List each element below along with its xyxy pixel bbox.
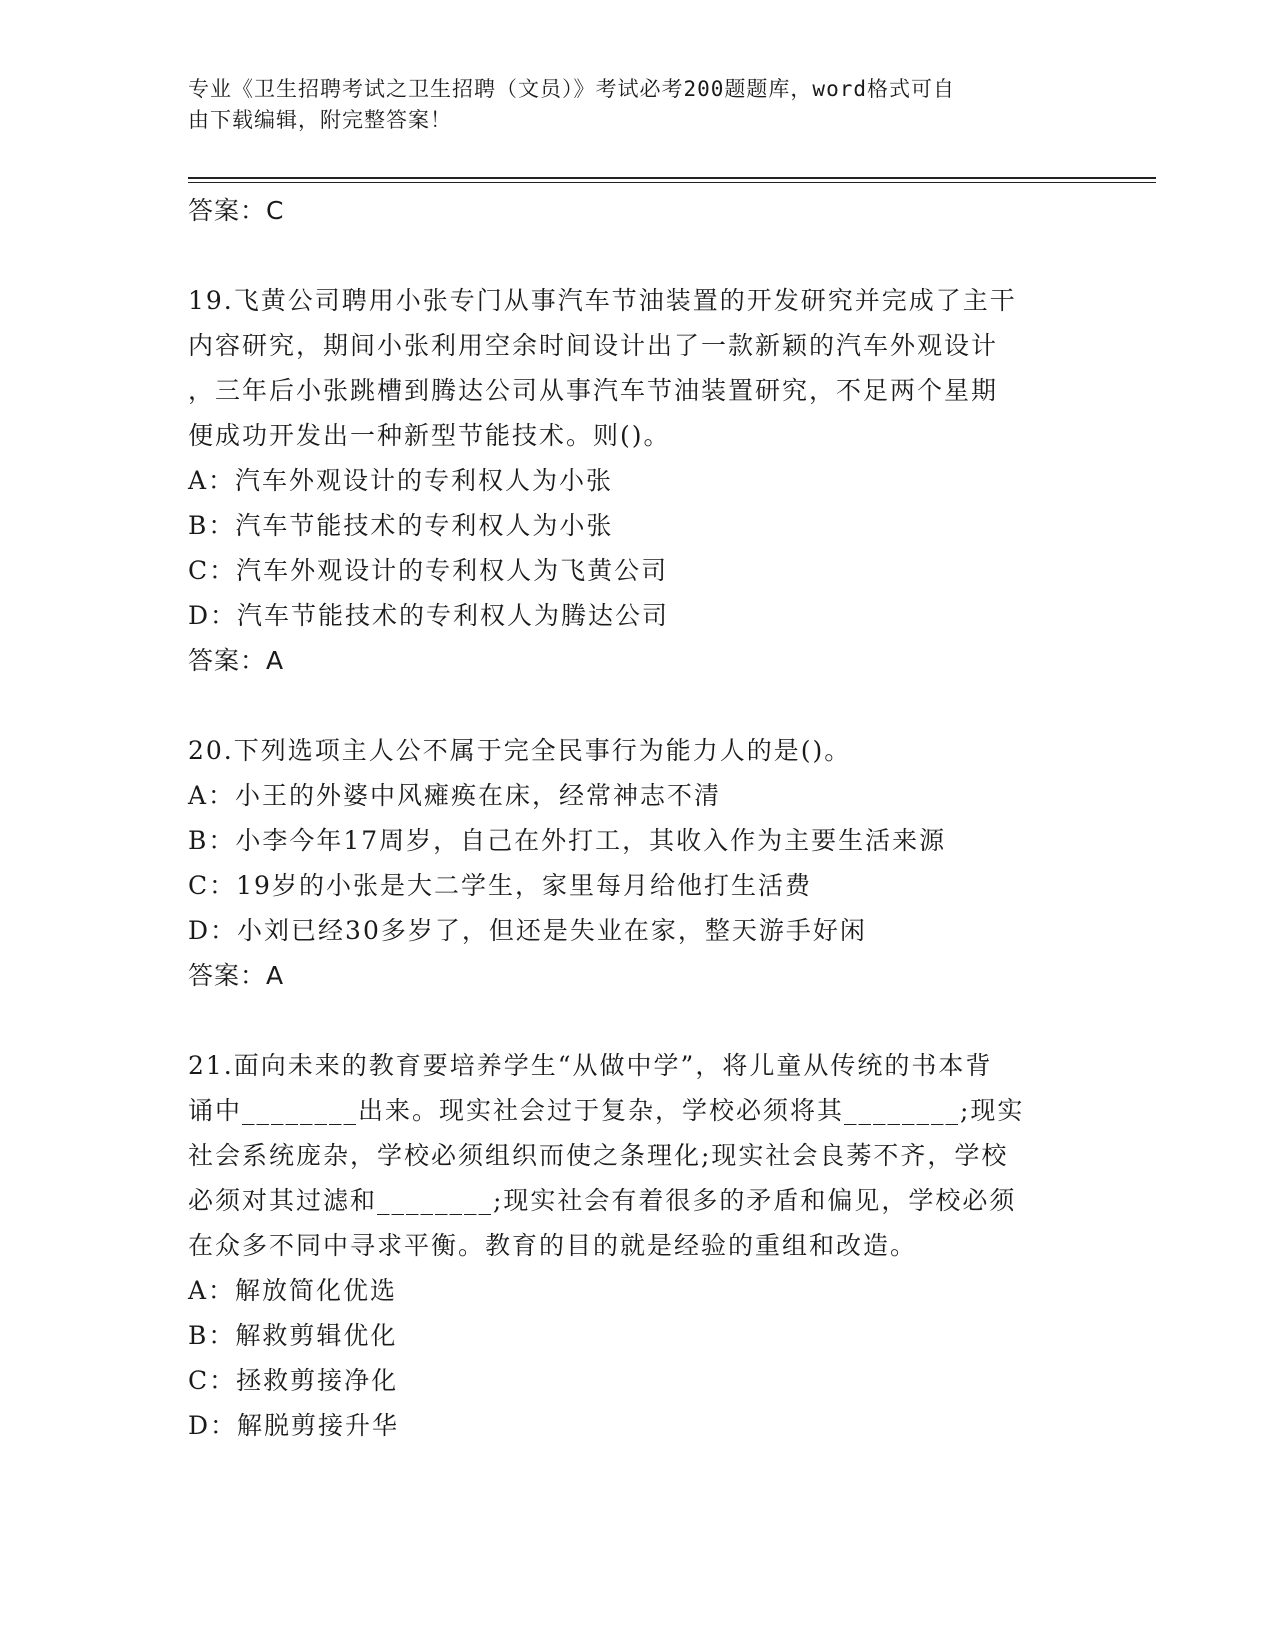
- header-line: 专业《卫生招聘考试之卫生招聘（文员）》考试必考200题题库，word格式可自: [188, 77, 955, 101]
- option-a: A：汽车外观设计的专利权人为小张: [188, 466, 614, 495]
- answer-label: 答案：A: [188, 646, 285, 675]
- option-d: D：解脱剪接升华: [188, 1411, 400, 1440]
- question-text-line: 19.飞黄公司聘用小张专门从事汽车节油装置的开发研究并完成了主干: [188, 286, 1017, 315]
- option-b: B：汽车节能技术的专利权人为小张: [188, 511, 614, 540]
- spacer: [188, 683, 1088, 728]
- option-c: C：汽车外观设计的专利权人为飞黄公司: [188, 556, 669, 585]
- header-line: 由下载编辑，附完整答案！: [188, 108, 452, 132]
- option-d: D：小刘已经30多岁了，但还是失业在家，整天游手好闲: [188, 916, 867, 945]
- option-c: C：拯救剪接净化: [188, 1366, 399, 1395]
- question-text-line: 21.面向未来的教育要培养学生“从做中学”，将儿童从传统的书本背: [188, 1051, 993, 1080]
- spacer: [188, 233, 1088, 278]
- header-divider-thin: [188, 182, 1156, 183]
- header-divider: [188, 177, 1156, 179]
- option-c: C：19岁的小张是大二学生，家里每月给他打生活费: [188, 871, 812, 900]
- question-text-line: 社会系统庞杂，学校必须组织而使之条理化;现实社会良莠不齐，学校: [188, 1141, 1009, 1170]
- question-text-line: 便成功开发出一种新型节能技术。则()。: [188, 421, 671, 450]
- option-a: A：解放简化优选: [188, 1276, 398, 1305]
- question-text-line: 在众多不同中寻求平衡。教育的目的就是经验的重组和改造。: [188, 1231, 918, 1260]
- option-b: B：解救剪辑优化: [188, 1321, 398, 1350]
- spacer: [188, 998, 1088, 1043]
- document-body: [188, 188, 1088, 1448]
- option-b: B：小李今年17周岁，自己在外打工，其收入作为主要生活来源: [188, 826, 947, 855]
- question-text-line: 内容研究，期间小张利用空余时间设计出了一款新颖的汽车外观设计: [188, 331, 999, 360]
- question-text-line: 诵中________出来。现实社会过于复杂，学校必须将其________;现实: [188, 1096, 1025, 1125]
- question-text-line: 20.下列选项主人公不属于完全民事行为能力人的是()。: [188, 736, 852, 765]
- question-21: [188, 1043, 1088, 1448]
- answer-label: 答案：C: [188, 196, 285, 225]
- document-header: [188, 74, 1068, 136]
- question-20: [188, 728, 1088, 998]
- question-text-line: ，三年后小张跳槽到腾达公司从事汽车节油装置研究，不足两个星期: [188, 376, 999, 405]
- option-a: A：小王的外婆中风瘫痪在床，经常神志不清: [188, 781, 722, 810]
- answer-label: 答案：A: [188, 961, 285, 990]
- option-d: D：汽车节能技术的专利权人为腾达公司: [188, 601, 670, 630]
- question-text-line: 必须对其过滤和________;现实社会有着很多的矛盾和偏见，学校必须: [188, 1186, 1017, 1215]
- question-19: [188, 278, 1088, 683]
